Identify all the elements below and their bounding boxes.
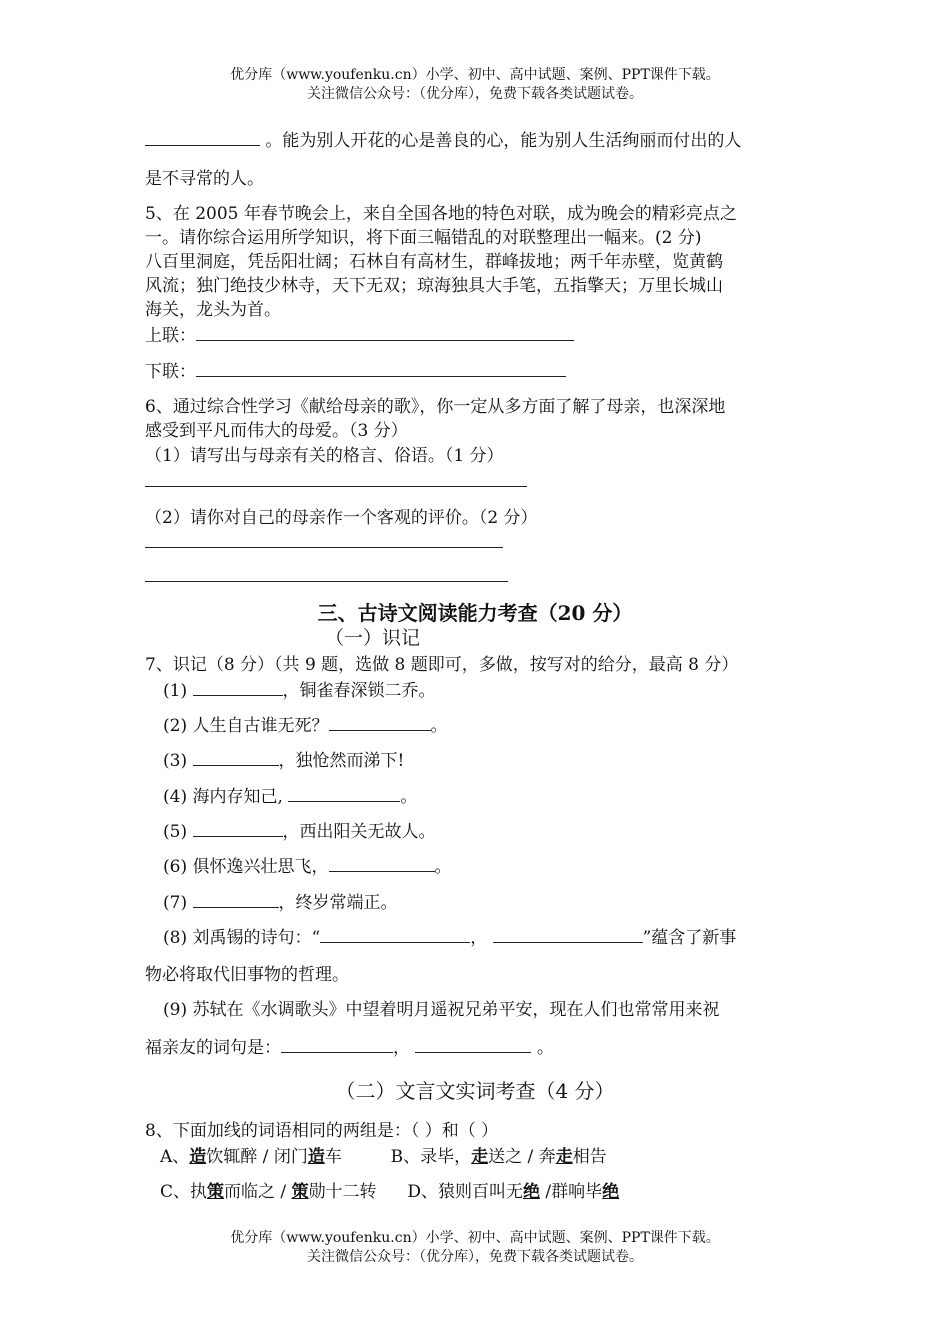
header-line-2: 关注微信公众号：（优分库），免费下载各类试题试卷。: [307, 86, 643, 102]
q7-blank-6[interactable]: [329, 854, 435, 872]
q7-item-8-line-2: 物必将取代旧事物的哲理。: [145, 965, 349, 985]
q7-blank-7[interactable]: [193, 890, 279, 908]
q7-item-2: (2) 人生自古谁无死？ 。: [163, 711, 448, 736]
q8-option-a[interactable]: A、造饮辄醉 / 闭门造车: [160, 1147, 342, 1167]
q6-answer-line-3[interactable]: [145, 581, 508, 582]
q7-blank-2[interactable]: [329, 713, 431, 731]
q7-blank-5[interactable]: [193, 819, 283, 837]
q5-line-4: 风流；独门绝技少林寺，天下无双；琼海独具大手笔，五指擎天；万里长城山: [145, 276, 723, 296]
q8-option-d[interactable]: D、猿则百叫无绝 /群响毕绝: [407, 1182, 620, 1202]
cont-line-1: 。能为别人开花的心是善良的心，能为别人生活绚丽而付出的人: [145, 126, 741, 151]
footer-line-1: 优分库（www.youfenku.cn）小学、初中、高中试题、案例、PPT课件下载。: [230, 1230, 720, 1246]
q7-blank-9b[interactable]: [415, 1035, 531, 1053]
lower-couplet-blank[interactable]: [196, 359, 566, 377]
header-line-1: 优分库（www.youfenku.cn）小学、初中、高中试题、案例、PPT课件下载。: [230, 67, 720, 83]
q5-upper-couplet: 上联：: [145, 321, 574, 346]
q7-item-1: (1) ，铜雀春深锁二乔。: [163, 676, 436, 701]
q7-item-9-line-2: 福亲友的词句是： ， 。: [145, 1033, 554, 1058]
cont-line-2: 是不寻常的人。: [145, 169, 264, 189]
q7-item-7: (7) ，终岁常端正。: [163, 888, 398, 913]
q8-intro: 8、下面加线的词语相同的两组是：（ ）和（ ）: [145, 1121, 499, 1141]
q5-line-1: 5、在 2005 年春节晚会上，来自全国各地的特色对联，成为晚会的精彩亮点之: [145, 204, 737, 224]
q7-blank-3[interactable]: [193, 748, 279, 766]
q5-line-5: 海关，龙头为首。: [145, 300, 281, 320]
q7-item-5: (5) ，西出阳关无故人。: [163, 817, 436, 842]
q6-sub-1: （1）请写出与母亲有关的格言、俗语。（1 分）: [145, 446, 504, 466]
q7-blank-4[interactable]: [288, 784, 400, 802]
q7-item-9: (9) 苏轼在《水调歌头》中望着明月遥祝兄弟平安，现在人们也常常用来祝: [163, 1000, 720, 1020]
answer-blank[interactable]: [145, 128, 260, 146]
q6-line-2: 感受到平凡而伟大的母爱。（3 分）: [145, 421, 408, 441]
q7-blank-8a[interactable]: [320, 925, 470, 943]
q6-sub-2: （2）请你对自己的母亲作一个客观的评价。（2 分）: [145, 508, 538, 528]
q5-line-2: 一。请你综合运用所学知识，将下面三幅错乱的对联整理出一幅来。(2 分): [145, 228, 702, 248]
q6-line-1: 6、通过综合性学习《献给母亲的歌》，你一定从多方面了解了母亲，也深深地: [145, 397, 726, 417]
footer-line-2: 关注微信公众号：（优分库），免费下载各类试题试卷。: [307, 1249, 643, 1265]
q7-item-8: (8) 刘禹锡的诗句：“ ， ”蕴含了新事: [163, 923, 736, 948]
q8-options-row-1: [160, 1142, 607, 1167]
q6-answer-line-1[interactable]: [145, 486, 527, 487]
section-3-title: 三、古诗文阅读能力考查（20 分）: [317, 601, 633, 625]
q8-option-b[interactable]: B、录毕，走送之 / 奔走相告: [390, 1147, 607, 1167]
page-footer: [0, 1229, 950, 1267]
q7-item-4: (4) 海内存知己, 。: [163, 782, 417, 807]
q7-item-6: (6) 俱怀逸兴壮思飞， 。: [163, 852, 452, 877]
section-3-sub-1: （一）识记: [325, 627, 421, 649]
q7-intro: 7、识记（8 分）（共 9 题，选做 8 题即可，多做，按写对的给分，最高 8 分）: [145, 655, 739, 675]
q7-blank-8b[interactable]: [493, 925, 643, 943]
upper-couplet-blank[interactable]: [196, 323, 574, 341]
q7-blank-9a[interactable]: [281, 1035, 393, 1053]
q7-blank-1[interactable]: [193, 678, 283, 696]
q8-option-c[interactable]: C、执策而临之 / 策勋十二转: [160, 1182, 377, 1202]
q7-item-3: (3) ，独怆然而涕下!: [163, 746, 404, 771]
page-header: [0, 66, 950, 104]
q8-options-row-2: [160, 1177, 619, 1202]
q5-lower-couplet: 下联：: [145, 357, 566, 382]
q5-line-3: 八百里洞庭，凭岳阳壮阔；石林自有高材生，群峰拔地；两千年赤壁，览黄鹤: [145, 252, 723, 272]
section-3-sub-2: （二）文言文实词考查（4 分）: [335, 1079, 615, 1103]
q6-answer-line-2[interactable]: [145, 547, 503, 548]
